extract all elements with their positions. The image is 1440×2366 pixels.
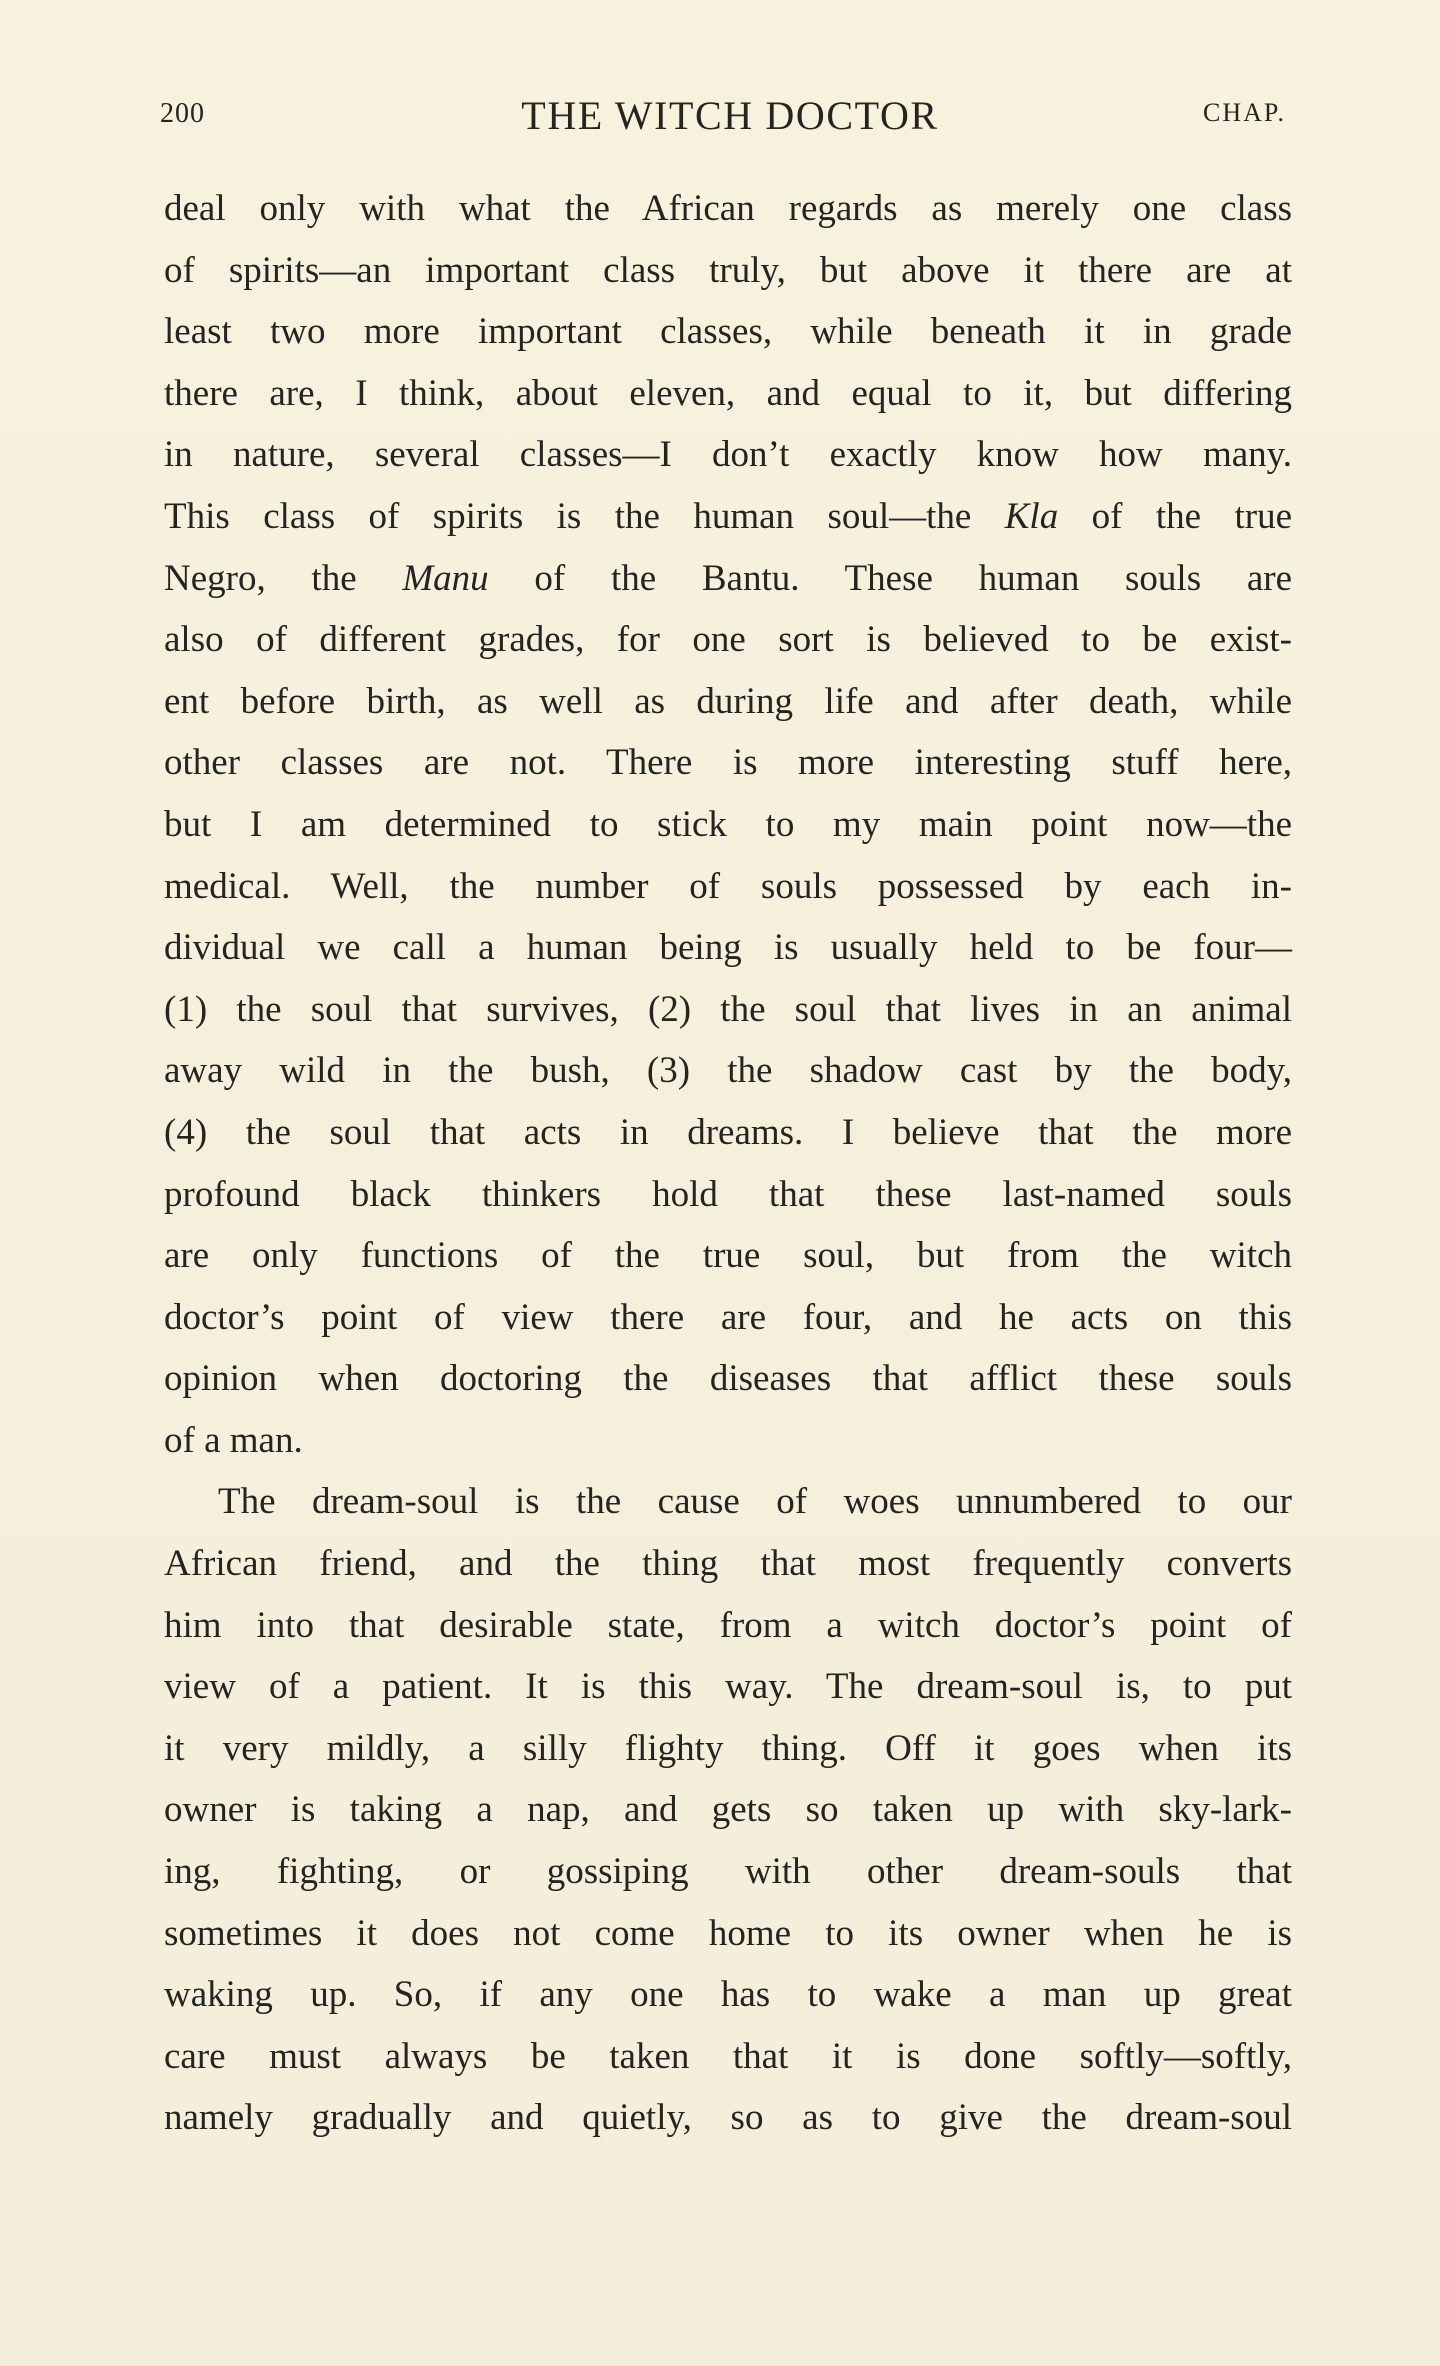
text-segment: This class of spirits is the human soul—the	[164, 495, 1005, 537]
text-line: but I am determined to stick to my main point now—the	[164, 803, 1292, 845]
text-line: profound black thinkers hold that these last-named souls	[164, 1173, 1292, 1215]
text-line: of spirits—an important class truly, but above it there are at	[164, 249, 1292, 291]
text-line	[164, 486, 1292, 548]
running-title: THE WITCH DOCTOR	[521, 93, 939, 138]
text-line: it very mildly, a silly flighty thing. Off it goes when its	[164, 1727, 1292, 1769]
italic-term-kla: Kla	[1004, 495, 1059, 537]
text-segment: Negro, the	[164, 557, 403, 599]
text-line: other classes are not. There is more interesting stuff here,	[164, 742, 1292, 784]
text-segment: of the true	[1058, 495, 1293, 537]
text-line: dividual we call a human being is usually held to be four—	[164, 927, 1292, 969]
text-line: (4) the soul that acts in dreams. I believe that the more	[164, 1111, 1292, 1153]
text-line: also of different grades, for one sort is believed to be exist-	[164, 619, 1292, 661]
text-line: medical. Well, the number of souls possessed by each in-	[164, 865, 1292, 907]
text-line: waking up. So, if any one has to wake a man up great	[164, 1974, 1292, 2016]
text-line: him into that desirable state, from a witch doctor’s point of	[164, 1604, 1292, 1646]
italic-term-manu: Manu	[402, 557, 489, 599]
text-line: are only functions of the true soul, but from the witch	[164, 1235, 1292, 1277]
paragraph-start-line: The dream-soul is the cause of woes unnumbered to our	[218, 1481, 1292, 1523]
text-line: in nature, several classes—I don’t exactly know how many.	[164, 434, 1292, 476]
text-line: away wild in the bush, (3) the shadow cast by the body,	[164, 1050, 1292, 1092]
text-line: owner is taking a nap, and gets so taken up with sky-lark-	[164, 1789, 1292, 1831]
text-line: opinion when doctoring the diseases that afflict these souls	[164, 1358, 1292, 1400]
chapter-label: CHAP.	[1203, 98, 1286, 127]
text-segment: of the Bantu. These human souls are	[488, 557, 1292, 599]
text-line	[164, 548, 1292, 610]
text-line: care must always be taken that it is done softly—softly,	[164, 2035, 1292, 2077]
page-number: 200	[160, 98, 205, 129]
text-line: view of a patient. It is this way. The dream-soul is, to put	[164, 1666, 1292, 1708]
body-text	[164, 178, 1292, 2149]
text-line: namely gradually and quietly, so as to give the dream-soul	[164, 2097, 1292, 2139]
text-line: (1) the soul that survives, (2) the soul that lives in an animal	[164, 988, 1292, 1030]
text-line: ing, fighting, or gossiping with other dream-souls that	[164, 1851, 1292, 1893]
text-line: deal only with what the African regards as merely one class	[164, 188, 1292, 229]
text-line: sometimes it does not come home to its owner when he is	[164, 1912, 1292, 1954]
text-line: ent before birth, as well as during life and after death, while	[164, 680, 1292, 722]
text-line: least two more important classes, while beneath it in grade	[164, 311, 1292, 353]
text-line: there are, I think, about eleven, and equal to it, but differing	[164, 372, 1292, 414]
text-line: of a man.	[164, 1419, 303, 1461]
text-line: African friend, and the thing that most frequently converts	[164, 1543, 1292, 1585]
running-head	[160, 92, 1300, 142]
text-line: doctor’s point of view there are four, and he acts on this	[164, 1296, 1292, 1338]
